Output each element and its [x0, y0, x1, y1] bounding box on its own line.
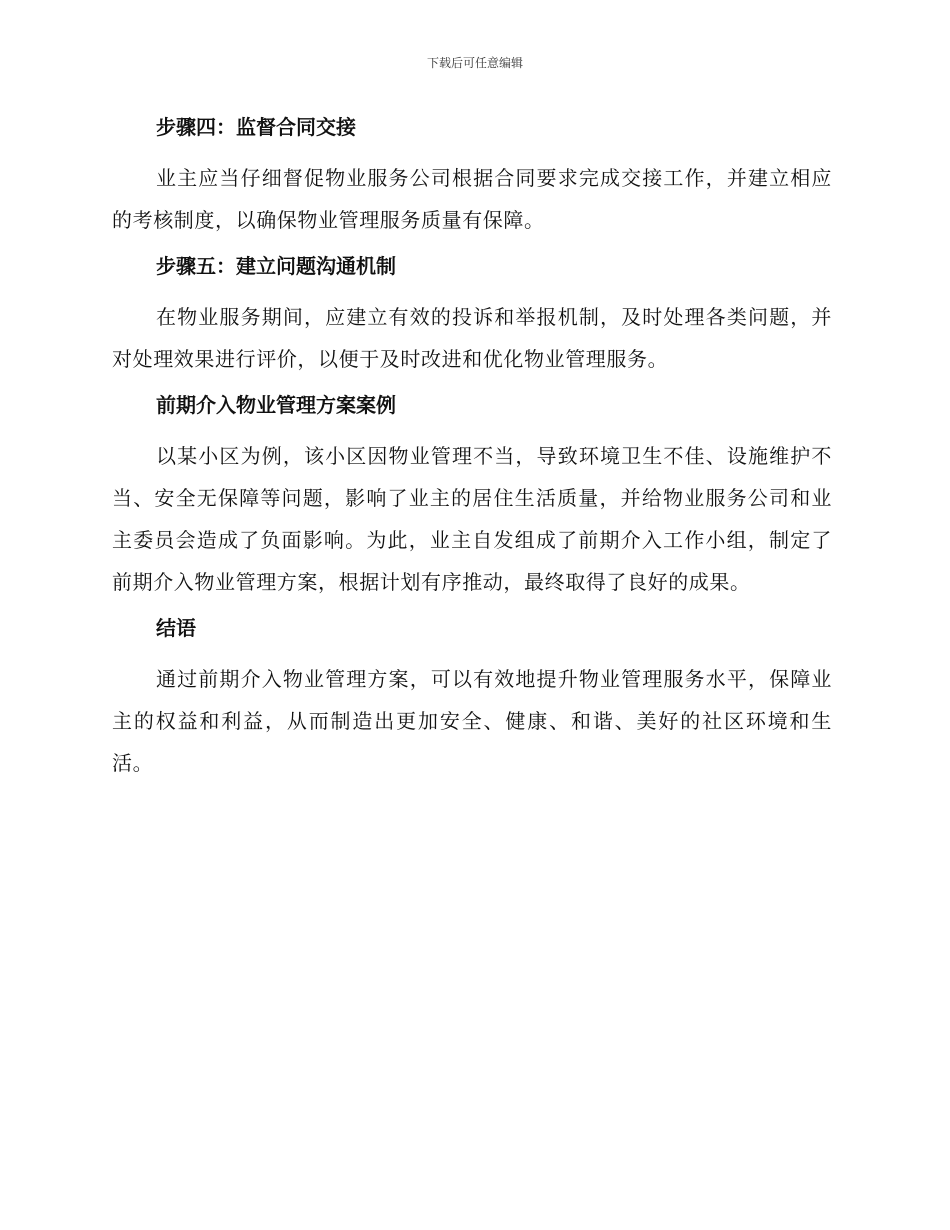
section-heading-step-five: 步骤五：建立问题沟通机制 [156, 254, 396, 278]
document-body [112, 112, 832, 794]
section-paragraph-case-study: 以某小区为例，该小区因物业管理不当，导致环境卫生不佳、设施维护不当、安全无保障等问题，影响了业主的居住生活质量，并给物业服务公司和业主委员会造成了负面影响。为此，业主自发组成了前期介入工作小组，制定了前期介入物业管理方案，根据计划有序推动，最终取得了良好的成果。 [112, 444, 832, 594]
page-header: 下载后可任意编辑 [426, 56, 523, 70]
section-paragraph-step-five: 在物业服务期间，应建立有效的投诉和举报机制，及时处理各类问题，并对处理效果进行评价，以便于及时改进和优化物业管理服务。 [112, 305, 832, 371]
section-paragraph-conclusion: 通过前期介入物业管理方案，可以有效地提升物业管理服务水平，保障业主的权益和利益，从而制造出更加安全、健康、和谐、美好的社区环境和生活。 [112, 667, 832, 775]
section-heading-conclusion: 结语 [156, 616, 196, 640]
section-paragraph-step-four: 业主应当仔细督促物业服务公司根据合同要求完成交接工作，并建立相应的考核制度，以确保物业管理服务质量有保障。 [112, 166, 832, 232]
section-heading-step-four: 步骤四：监督合同交接 [156, 115, 356, 139]
section-heading-case-study: 前期介入物业管理方案案例 [156, 393, 396, 417]
